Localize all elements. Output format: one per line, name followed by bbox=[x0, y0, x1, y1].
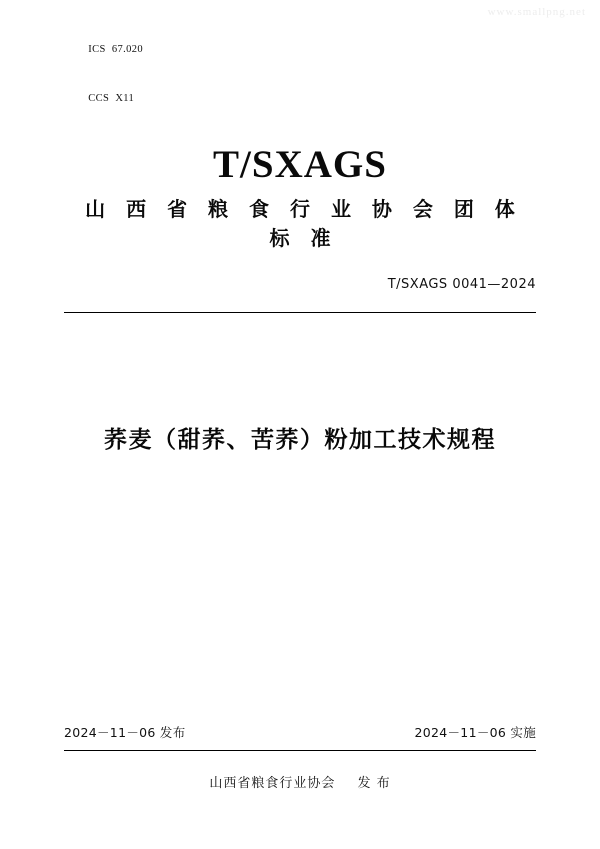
ics-value: 67.020 bbox=[111, 44, 144, 56]
association-name: 山 西 省 粮 食 行 业 协 会 团 体 标 准 bbox=[85, 196, 522, 250]
publisher-name: 山西省粮食行业协会 bbox=[209, 776, 336, 791]
title-zone bbox=[64, 421, 536, 454]
ics-label: ICS bbox=[88, 44, 106, 56]
ccs-line bbox=[64, 75, 536, 124]
date-row bbox=[64, 723, 536, 741]
issue-date: 2024－11－06 发布 bbox=[64, 725, 186, 740]
series-code: T/SXAGS bbox=[213, 142, 387, 186]
ccs-label: CCS bbox=[88, 93, 110, 105]
implement-date: 2024－11－06 实施 bbox=[414, 725, 536, 740]
publish-label: 发 布 bbox=[357, 776, 391, 791]
page-title: 荞麦（甜荞、苦荞）粉加工技术规程 bbox=[104, 426, 496, 453]
standard-number: T/SXAGS 0041—2024 bbox=[387, 276, 536, 292]
watermark-text: www.smallpng.net bbox=[487, 6, 586, 18]
footer-divider bbox=[64, 750, 536, 751]
ics-line bbox=[64, 26, 536, 75]
publisher-row bbox=[64, 772, 536, 791]
header-divider bbox=[64, 312, 536, 313]
classification-block bbox=[64, 26, 536, 124]
cover-content bbox=[64, 26, 536, 829]
ccs-value: X11 bbox=[115, 93, 135, 105]
